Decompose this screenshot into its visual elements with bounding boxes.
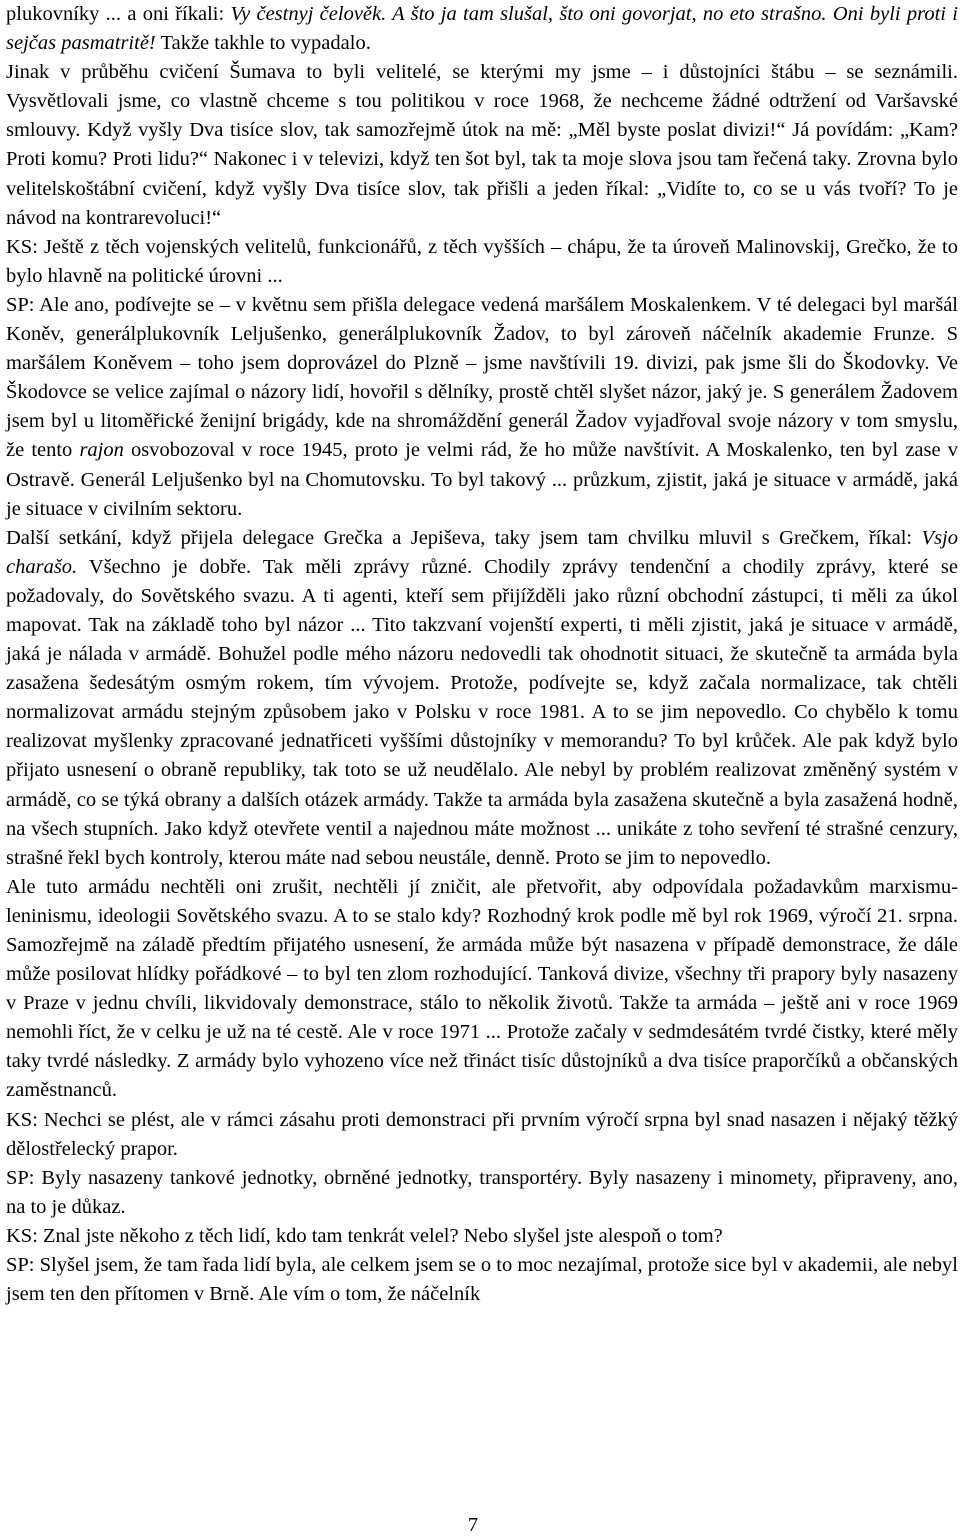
paragraph-text: KS: Ještě z těch vojenských velitelů, funkcionářů, z těch vyšších – chápu, že ta úroveň Malinovskij, Grečko, že to bylo hlavně na politické úrovni ... [6, 235, 958, 287]
italic-text: rajon [79, 439, 124, 462]
paragraph-text: Všechno je dobře. Tak měli zprávy různé. Chodily zprávy tendenční a chodily zprávy, které se požadovaly, do Sovětského svazu. A ti agenti, kteří sem přijížděli jako různí obchodní zástupci, ti měli za úkol mapovat. Tak na základě toho byl názor ... Tito takzvaní vojenští experti, ti měli zjistit, jaká je situace v armádě, jaká je nálada v armádě. Bohužel podle mého názoru nedovedli tak ohodnotit situaci, že skutečně ta armáda byla zasažena šedesátým osmým rokem, tím vývojem. Protože, podívejte se, když začala normalizace, tak chtěli normalizovat armádu stejným způsobem jako v Polsku v roce 1981. A to se jim nepovedlo. Co chybělo k tomu realizovat myšlenky zpracované jednatřiceti vyššími důstojníky v memorandu? To byl krůček. Ale pak když bylo přijato usnesení o obraně republiky, tak toto se už neudělalo. Ale nebyl by problém realizovat změněný systém v armádě, co se týká obrany a dalších otázek armády. Takže ta armáda byla zasažena skutečně a byla zasažená hodně, na všech stupních. Jako když otevřete ventil a najednou máte možnost ... unikáte z toho sevření té strašné cenzury, strašné řekl bych kontroly, kterou máte nad sebou neustále, denně. Proto se jim to nepovedlo. [6, 555, 958, 869]
paragraph [6, 291, 958, 524]
page-number: 7 [467, 1514, 479, 1536]
paragraph-text: SP: Ale ano, podívejte se – v květnu sem přišla delegace vedená maršálem Moskalenkem. V té delegaci byl maršál Koněv, generálplukovník Leljušenko, generálplukovník Žadov, to byl zároveň náčelník akademie Frunze. S maršálem Koněvem – toho jsem doprovázel do Plzně – jsme navštívili 19. divizi, pak jsme šli do Škodovky. Ve Škodovce se velice zajímal o názory lidí, hovořil s dělníky, prostě chtěl slyšet názor, jaký je. S generálem Žadovem jsem byl u litoměřické ženijní brigády, kde na shromáždění generál Žadov vyjadřoval svoje názory v tom smyslu, že tento [6, 293, 958, 462]
document-page [6, 0, 958, 1537]
paragraph-text: plukovníky ... a oni říkali: [6, 3, 231, 25]
paragraph-text: SP: Slyšel jsem, že tam řada lidí byla, ale celkem jsem se o to moc nezajímal, protože sice byl v akademii, ale nebyl jsem ten den přítomen v Brně. Ale vím o tom, že náčelník [6, 1254, 958, 1306]
paragraph [6, 233, 958, 291]
paragraph-text: osvobozoval v roce 1945, proto je velmi rád, že ho může navštívit. A Moskalenko, ten byl zase v Ostravě. Generál Leljušenko byl na Chomutovsku. To byl takový ... průzkum, zjistit, jaká je situace v armádě, jaká je situace v civilním sektoru. [6, 439, 958, 520]
paragraph-text: Jinak v průběhu cvičení Šumava to byli velitelé, se kterými my jsme – i důstojníci štábu – se seznámili. Vysvětlovali jsme, co vlastně chceme s tou politikou v roce 1968, že nechceme žádné odtržení od Varšavské smlouvy. Když vyšly Dva tisíce slov, tak samozřejmě útok na mě: „Měl byste poslat divizi!“ Já povídám: „Kam? Proti komu? Proti lidu?“ Nakonec i v televizi, když ten šot byl, tak ta moje slova jsou tam řečená taky. Zrovna bylo velitelskoštábní cvičení, když vyšly Dva tisíce slov, tak přišli a jeden říkal: „Vidíte to, co se u vás tvoří? To je návod na kontrarevoluci!“ [6, 61, 958, 229]
paragraph [6, 524, 958, 873]
paragraph-text: Takže takhle to vypadalo. [155, 32, 371, 55]
paragraph-text: SP: Byly nasazeny tankové jednotky, obrněné jednotky, transportéry. Byly nasazeny i minomety, připraveny, ano, na to je důkaz. [6, 1166, 958, 1218]
paragraph [6, 1251, 958, 1309]
paragraph [6, 1222, 958, 1251]
paragraph-text: KS: Znal jste někoho z těch lidí, kdo tam tenkrát velel? Nebo slyšel jste alespoň o tom? [6, 1224, 723, 1247]
document-body [6, 0, 958, 1309]
italic-text: Vy čestnyj čelověk. A što ja tam slušal, što oni govorjat, no eto strašno. Oni byli proti i sejčas pasmatritě! [6, 3, 958, 55]
paragraph [6, 0, 958, 58]
paragraph-text: Ale tuto armádu nechtěli oni zrušit, nechtěli jí zničit, ale přetvořit, aby odpovídala požadavkům marxismu-leninismu, ideologii Sovětského svazu. A to se stalo kdy? Rozhodný krok podle mě byl rok 1969, výročí 21. srpna. Samozřejmě na záladě předtím přijatého usnesení, že armáda může být nasazena v případě demonstrace, že dále může posilovat hlídky pořádkové – to byl ten zlom rozhodující. Tanková divize, všechny tři prapory byly nasazeny v Praze v jednu chvíli, likvidovaly demonstrace, stálo to několik životů. Takže ta armáda – ještě ani v roce 1969 nemohli říct, že v celku je už na té cestě. Ale v roce 1971 ... Protože začaly v sedmdesátém tvrdé čistky, které měly taky tvrdé následky. Z armády bylo vyhozeno více než třináct tisíc důstojníků a dva tisíce praporčíků a občanských zaměstnanců. [6, 875, 958, 1102]
paragraph-text: Další setkání, když přijela delegace Grečka a Jepiševa, taky jsem tam chvilku mluvil s Grečkem, říkal: [6, 526, 922, 549]
paragraph [6, 58, 958, 233]
paragraph [6, 873, 958, 1106]
italic-text: Vsjo charašo. [6, 526, 958, 578]
paragraph [6, 1106, 958, 1164]
paragraph-text: KS: Nechci se plést, ale v rámci zásahu proti demonstraci při prvním výročí srpna byl snad nasazen i nějaký těžký dělostřelecký prapor. [6, 1108, 958, 1160]
paragraph [6, 1164, 958, 1222]
